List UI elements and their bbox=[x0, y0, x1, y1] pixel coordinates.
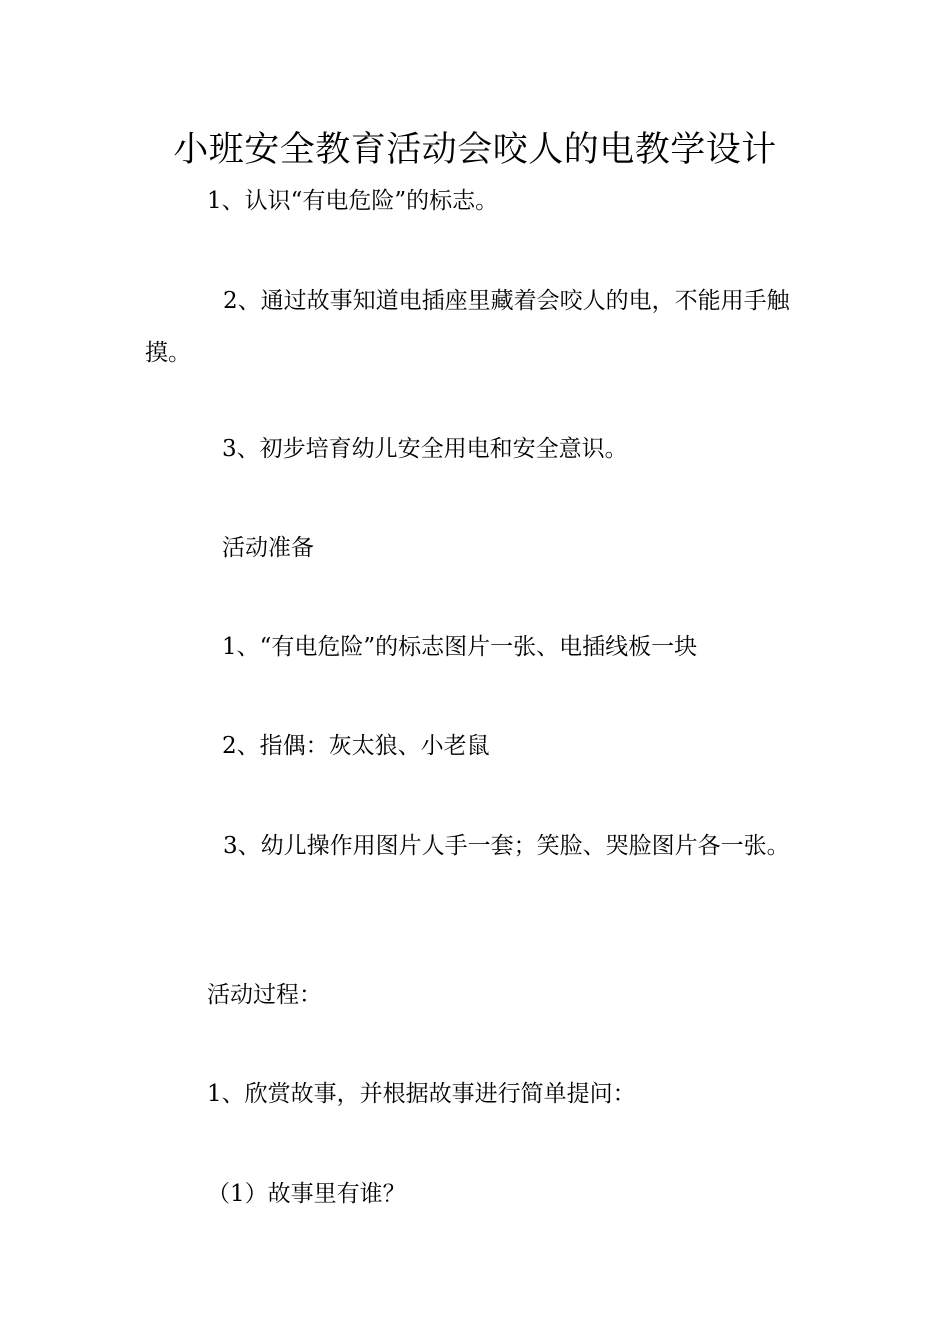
goal-1: 1、认识“有电危险”的标志。 bbox=[207, 188, 499, 214]
goal-3: 3、初步培育幼儿安全用电和安全意识。 bbox=[222, 436, 628, 462]
preparation-item-3: 3、幼儿操作用图片人手一套；笑脸、哭脸图片各一张。 bbox=[223, 833, 790, 859]
preparation-heading: 活动准备 bbox=[222, 535, 314, 561]
preparation-item-1: 1、“有电危险”的标志图片一张、电插线板一块 bbox=[222, 634, 698, 660]
goal-2: 2、通过故事知道电插座里藏着会咬人的电，不能用手触摸。 bbox=[145, 288, 790, 366]
preparation-item-2: 2、指偶：灰太狼、小老鼠 bbox=[222, 733, 490, 759]
process-step-1: 1、欣赏故事，并根据故事进行简单提问： bbox=[207, 1081, 636, 1107]
question-1: （1）故事里有谁？ bbox=[207, 1181, 406, 1207]
document-title: 小班安全教育活动会咬人的电教学设计 bbox=[173, 130, 777, 170]
process-heading: 活动过程： bbox=[207, 982, 322, 1008]
